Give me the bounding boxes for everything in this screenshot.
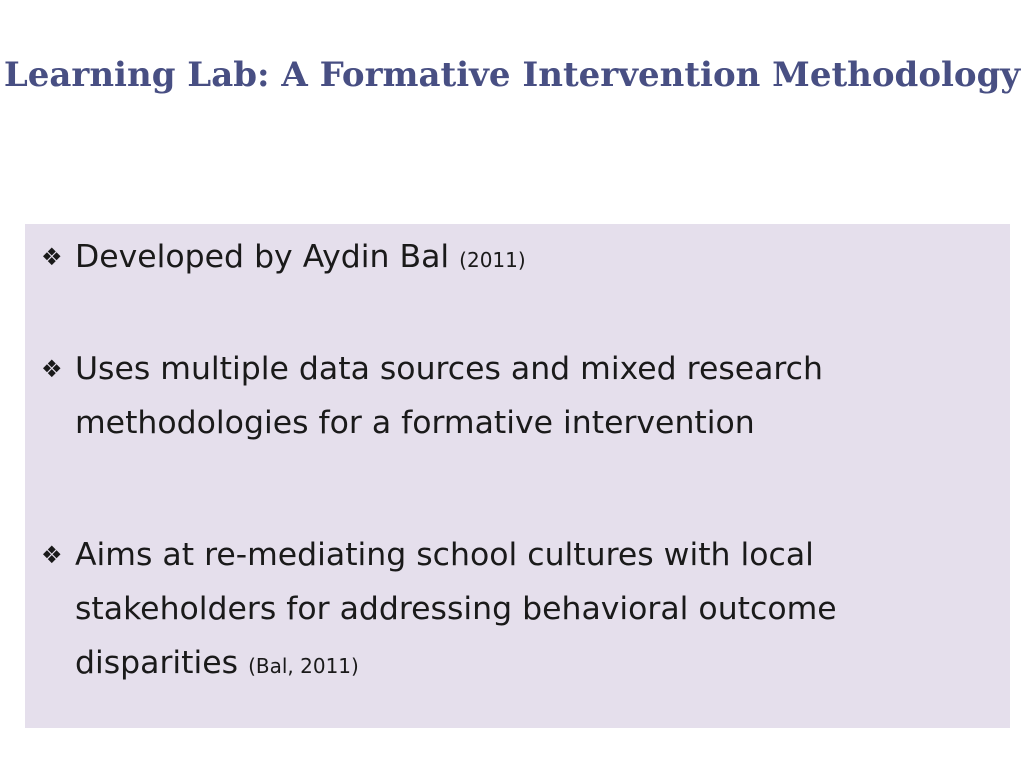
bullet-label: Aims at re-mediating school cultures with local stakeholders for addressing behavioral outcome disparities [75, 537, 837, 681]
diamond-bullet-icon: ❖ [41, 541, 63, 569]
bullet-text [41, 528, 991, 693]
bullet-text [41, 342, 991, 450]
bullet-citation: (Bal, 2011) [248, 654, 359, 678]
bullet-text [41, 230, 991, 287]
slide-title: Learning Lab: A Formative Intervention Methodology [3, 55, 1021, 95]
bullet-citation: (2011) [459, 248, 526, 272]
diamond-bullet-icon: ❖ [41, 243, 63, 271]
diamond-bullet-icon: ❖ [41, 355, 63, 383]
bullet-label: Developed by Aydin Bal [75, 239, 450, 275]
bullet-label: Uses multiple data sources and mixed research methodologies for a formative intervention [75, 351, 823, 441]
bullet-item [41, 528, 991, 693]
bullet-item [41, 342, 991, 450]
content-box [25, 224, 1010, 728]
bullet-item [41, 230, 991, 287]
